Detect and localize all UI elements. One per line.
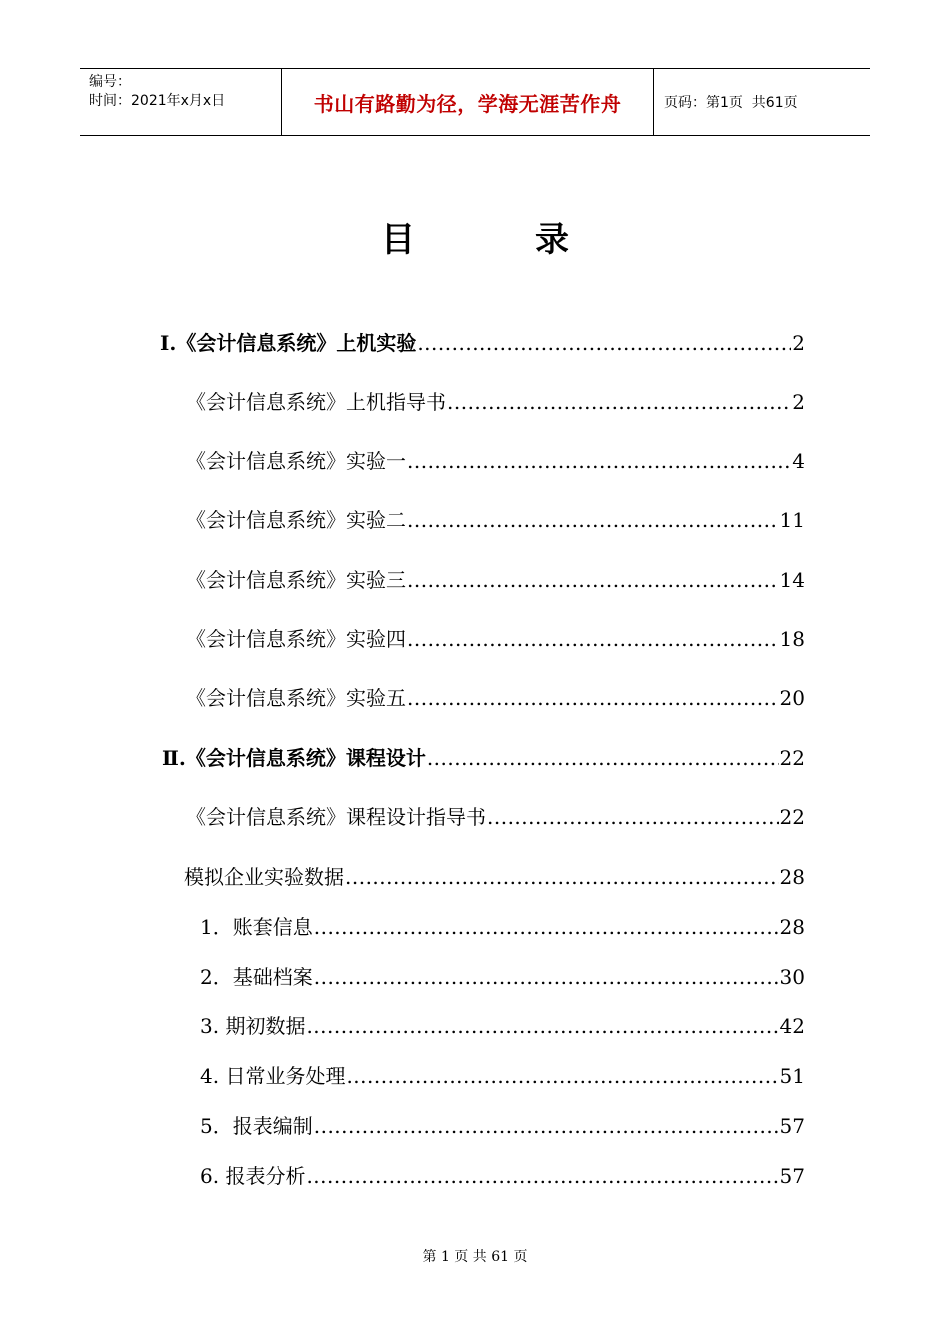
toc-entry-text: 模拟企业实验数据 [184,865,344,889]
page-footer: 第 1 页 共 61 页 [422,1249,528,1265]
toc-entry[interactable] [186,507,805,533]
toc-leader-dots [345,864,779,890]
toc-entry-text: 《会计信息系统》实验四 [186,627,406,651]
toc-leader-dots [407,685,779,711]
toc-leader-dots [407,448,791,474]
toc-leader-dots [417,330,791,356]
toc-entry-text: 《会计信息系统》实验三 [186,568,406,592]
toc-entry-page: 28 [779,915,805,939]
toc-entry-text: Ⅱ.《会计信息系统》课程设计 [162,746,426,770]
toc-leader-dots [346,1063,778,1089]
toc-entry-page: 51 [779,1064,805,1088]
header-meta [80,69,282,135]
header-motto: 书山有路勤为径，学海无涯苦作舟 [282,69,654,135]
toc-leader-dots [407,567,779,593]
toc-leader-dots [487,804,779,830]
toc-leader-dots [314,1113,779,1139]
toc-entry-text: I.《会计信息系统》上机实验 [160,331,417,355]
toc-entry[interactable] [186,389,805,415]
header-page-info [654,69,870,135]
toc-entry-text: 5．报表编制 [200,1114,313,1138]
toc-entry-page: 14 [779,568,805,592]
header-page-info-text: 页码：第1页 共61页 [664,95,798,111]
toc-entry[interactable] [186,448,805,474]
toc-leader-dots [314,964,779,990]
toc-leader-dots [407,626,779,652]
toc-entry[interactable] [186,567,805,593]
toc-entry-page: 30 [779,965,805,989]
document-time-label: 时间：2021年x月x日 [89,93,226,109]
toc-entry-page: 57 [779,1114,805,1138]
toc-title [0,212,950,261]
toc-entry-page: 2 [792,390,805,414]
toc-entry-page: 4 [792,449,805,473]
toc-entry-text: 2．基础档案 [200,965,313,989]
toc-entry-page: 2 [792,331,805,355]
toc-entry[interactable] [200,964,805,990]
toc-entry[interactable] [186,804,805,830]
toc-leader-dots [407,507,779,533]
document-number-label: 编号： [89,74,131,90]
toc-entry[interactable] [200,1063,805,1089]
toc-entry-text: 《会计信息系统》实验一 [186,449,406,473]
toc-entry-part-2[interactable] [162,745,805,771]
toc-leader-dots [427,745,779,771]
toc-entry[interactable] [200,914,805,940]
toc-entry[interactable] [184,864,805,890]
toc-entry-text: 《会计信息系统》实验二 [186,508,406,532]
toc-entry-text: 3. 期初数据 [200,1014,306,1038]
toc-entry-page: 28 [779,865,805,889]
toc-entry-page: 20 [779,686,805,710]
toc-entry-text: 4. 日常业务处理 [200,1064,346,1088]
toc-entry-text: 《会计信息系统》上机指导书 [186,390,446,414]
page-header [80,68,870,136]
toc-entry-page: 22 [779,746,805,770]
toc-entry-page: 22 [779,805,805,829]
toc-entry-text: 1．账套信息 [200,915,313,939]
toc-leader-dots [306,1013,778,1039]
toc-title-char-1: 目 [381,220,415,260]
toc-entry-page: 42 [779,1014,805,1038]
toc-entry-page: 18 [779,627,805,651]
toc-entry[interactable] [200,1013,805,1039]
toc-leader-dots [447,389,791,415]
toc-leader-dots [306,1163,778,1189]
toc-leader-dots [314,914,779,940]
toc-entry-text: 《会计信息系统》课程设计指导书 [186,805,486,829]
toc-entry-text: 6. 报表分析 [200,1164,306,1188]
toc-entry-page: 57 [779,1164,805,1188]
toc-entry[interactable] [200,1113,805,1139]
toc-entry-part-1[interactable] [160,330,805,356]
toc-entry[interactable] [186,626,805,652]
toc-entry[interactable] [200,1163,805,1189]
toc-title-char-2: 录 [535,220,569,260]
toc-entry-text: 《会计信息系统》实验五 [186,686,406,710]
toc-entry[interactable] [186,685,805,711]
toc-entry-page: 11 [779,508,805,532]
